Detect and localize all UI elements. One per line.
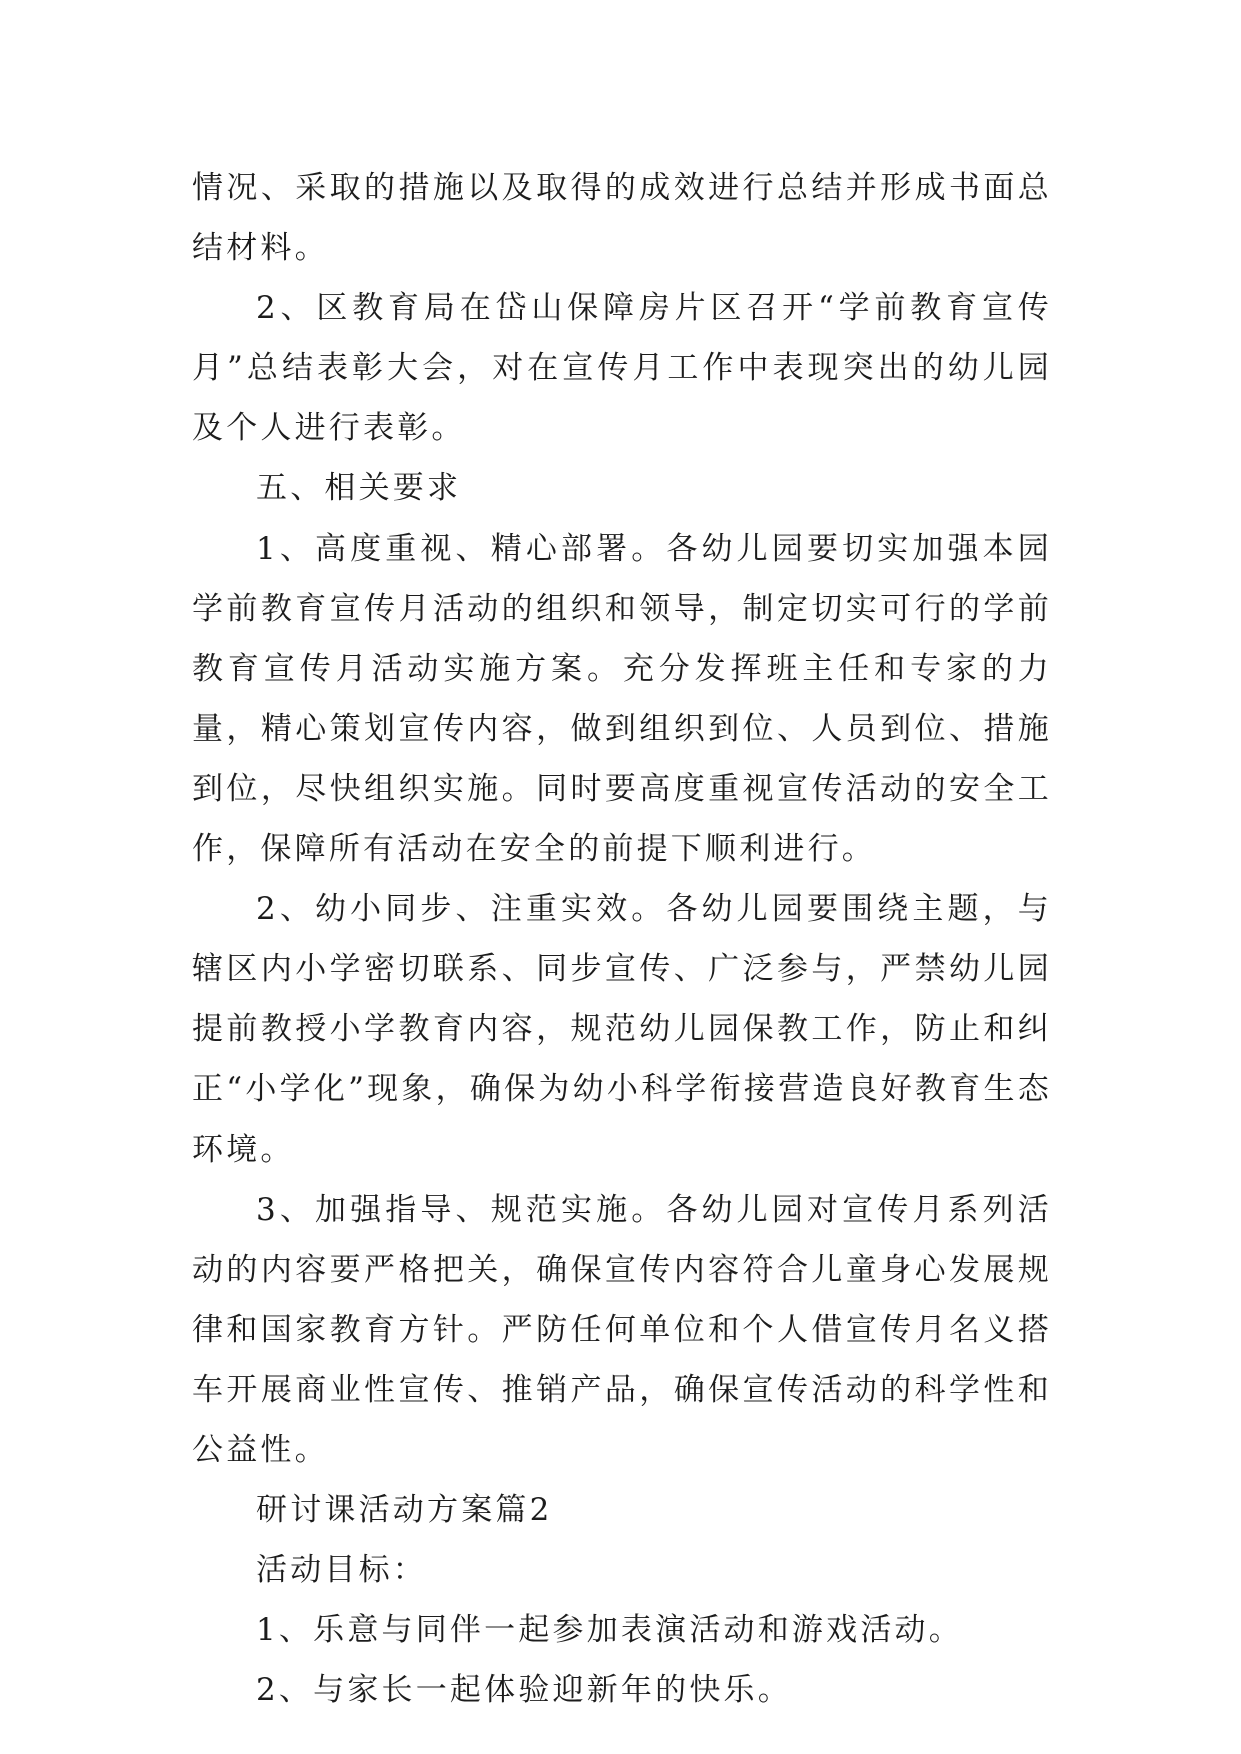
document-body <box>192 158 1052 1720</box>
list-item: 1、乐意与同伴一起参加表演活动和游戏活动。 <box>256 1612 963 1649</box>
paragraph: 3、加强指导、规范实施。各幼儿园对宣传月系列活动的内容要严格把关，确保宣传内容符合儿童身心发展规律和国家教育方针。严防任何单位和个人借宣传月名义搭车开展商业性宣传、推销产品，确保宣传活动的科学性和公益性。 <box>192 1191 1052 1468</box>
paragraph: 1、高度重视、精心部署。各幼儿园要切实加强本园学前教育宣传月活动的组织和领导，制定切实可行的学前教育宣传月活动实施方案。充分发挥班主任和专家的力量，精心策划宣传内容，做到组织到位、人员到位、措施到位，尽快组织实施。同时要高度重视宣传活动的安全工作，保障所有活动在安全的前提下顺利进行。 <box>192 530 1052 868</box>
paragraph: 2、幼小同步、注重实效。各幼儿园要围绕主题，与辖区内小学密切联系、同步宣传、广泛参与，严禁幼儿园提前教授小学教育内容，规范幼儿园保教工作，防止和纠正“小学化”现象，确保为幼小科学衔接营造良好教育生态环境。 <box>192 891 1052 1168</box>
paragraph: 活动目标： <box>256 1552 427 1589</box>
section-heading: 研讨课活动方案篇2 <box>256 1492 553 1529</box>
paragraph: 情况、采取的措施以及取得的成效进行总结并形成书面总结材料。 <box>192 170 1052 267</box>
section-heading: 五、相关要求 <box>256 470 462 507</box>
paragraph: 2、区教育局在岱山保障房片区召开“学前教育宣传月”总结表彰大会，对在宣传月工作中表现突出的幼儿园及个人进行表彰。 <box>192 290 1052 447</box>
list-item: 2、与家长一起体验迎新年的快乐。 <box>256 1672 792 1709</box>
